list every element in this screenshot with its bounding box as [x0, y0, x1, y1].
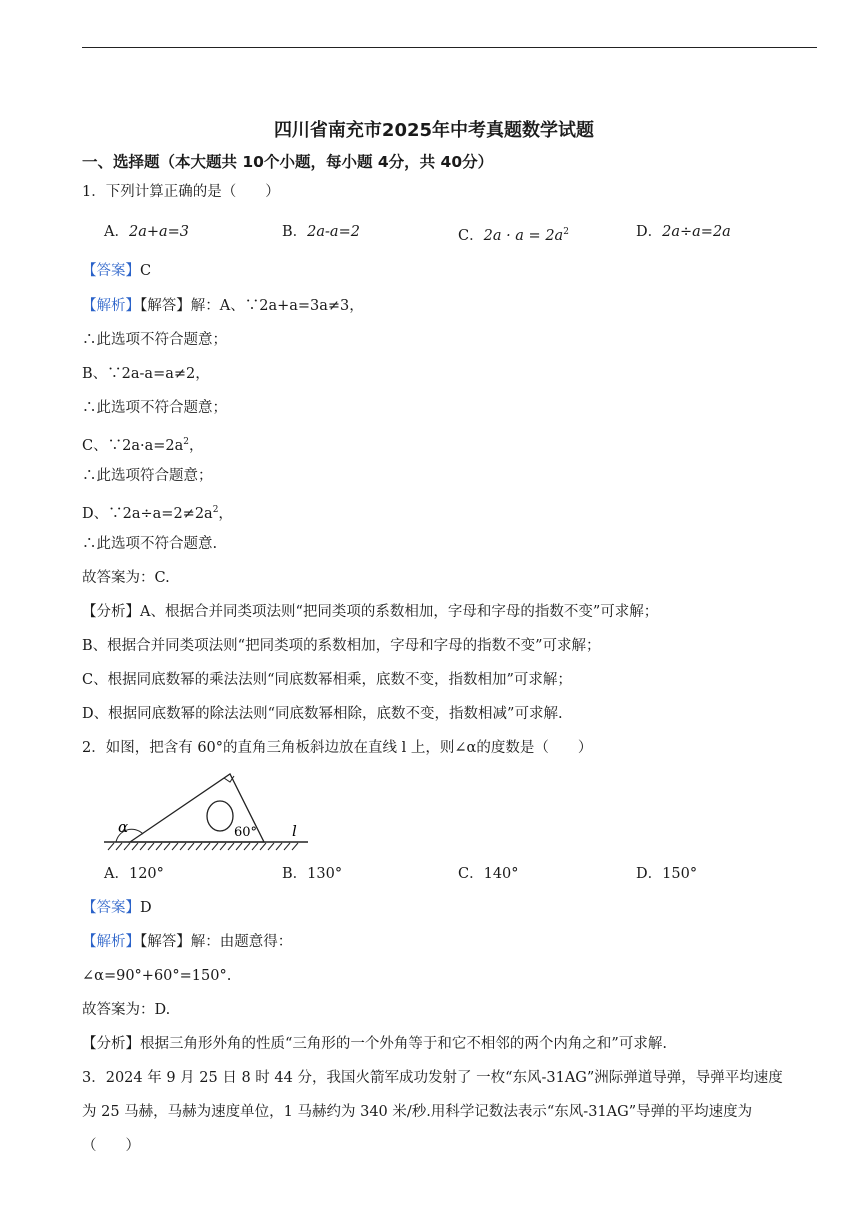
q2-option-b-label: B．	[282, 866, 308, 882]
q2-fenxi: 【分析】根据三角形外角的性质“三角形的一个外角等于和它不相邻的两个内角之和”可求解.	[82, 1036, 667, 1052]
q2-answer-value: D	[140, 900, 152, 916]
q1-fenxi-2: B、根据合并同类项法则“把同类项的系数相加，字母和字母的指数不变”可求解；	[82, 638, 601, 654]
q2-option-c	[458, 864, 519, 884]
q1-line-7: ∴此选项不符合题意.	[82, 536, 218, 552]
q2-option-a	[104, 864, 164, 884]
set-square-hole	[207, 801, 233, 831]
q2-option-d-text: 150°	[662, 866, 698, 882]
q1-option-a-text: 2a+a=3	[128, 224, 190, 240]
q2-stem: 2．如图，把含有 60°的直角三角板斜边放在直线 l 上，则∠α的度数是（ ）	[82, 740, 593, 756]
q1-option-b-text: 2a-a=2	[307, 224, 360, 240]
q1-line-4-tail: ，	[188, 438, 204, 454]
q1-line-3: ∴此选项不符合题意；	[82, 400, 227, 416]
q1-line-6-tail: ，	[218, 506, 233, 522]
q1-line-2: B、∵2a-a=a≠2，	[82, 366, 210, 382]
page-title: 四川省南充市2025年中考真题数学试题	[273, 120, 595, 141]
q2-option-c-text: 140°	[483, 866, 519, 882]
q2-analysis-tag: 【解析】	[82, 934, 140, 950]
alpha-label: α	[118, 818, 129, 836]
q1-option-b	[282, 222, 360, 242]
q2-option-c-label: C．	[458, 866, 484, 882]
q1-fenxi-1: 【分析】A、根据合并同类项法则“把同类项的系数相加，字母和字母的指数不变”可求解；	[82, 604, 659, 620]
q1-option-d-label: D．	[636, 224, 663, 240]
header-rule	[82, 47, 817, 48]
q1-option-c-text: 2a · a = 2a	[483, 228, 564, 244]
q2-analysis-head	[82, 932, 292, 952]
q3-stem-line-2: 为 25 马赫，马赫为速度单位，1 马赫约为 340 米/秒.用科学记数法表示“东风-31AG”导弹的平均速度为	[82, 1104, 753, 1120]
angle-60-label: 60°	[234, 825, 258, 840]
q1-line-4-text: C、∵2a·a=2a	[82, 438, 184, 454]
ground-hatching	[108, 843, 298, 850]
q1-option-b-label: B．	[282, 224, 308, 240]
q1-line-6	[82, 500, 233, 524]
q2-option-a-label: A．	[104, 866, 129, 882]
q3-stem-line-3: （ ）	[82, 1138, 140, 1154]
q1-stem: 1．下列计算正确的是（ ）	[82, 184, 280, 200]
q2-option-d	[636, 864, 697, 884]
q1-line-5: ∴此选项符合题意；	[82, 468, 213, 484]
q2-line-2: 故答案为：D.	[82, 1002, 171, 1018]
q1-line-4	[82, 432, 203, 456]
q1-option-c-label: C．	[458, 228, 484, 244]
q1-option-c	[458, 222, 569, 246]
q1-option-d-text: 2a÷a=2a	[662, 224, 731, 240]
q2-answer	[82, 898, 152, 918]
q3-stem-line-1: 3．2024 年 9 月 25 日 8 时 44 分，我国火箭军成功发射了 一枚“东风-31AG”洲际弹道导弹，导弹平均速度	[82, 1070, 783, 1086]
section-heading: 一、选择题（本大题共 10个小题，每小题 4分，共 40分）	[82, 153, 494, 171]
q1-fenxi-3: C、根据同底数幂的乘法法则“同底数幂相乘，底数不变，指数相加”可求解；	[82, 672, 572, 688]
q1-line-6-exponent: 2	[212, 505, 219, 515]
q1-line-8: 故答案为：C.	[82, 570, 170, 586]
q1-line-4-exponent: 2	[183, 437, 189, 447]
q1-option-c-exponent: 2	[563, 227, 569, 237]
q2-option-d-label: D．	[636, 866, 663, 882]
q2-option-a-text: 120°	[128, 866, 164, 882]
q1-fenxi-4: D、根据同底数幂的除法法则“同底数幂相除，底数不变，指数相减”可求解.	[82, 706, 563, 722]
q2-option-b-text: 130°	[307, 866, 343, 882]
q1-analysis-head	[82, 296, 364, 316]
line-l-label: l	[292, 822, 297, 840]
q1-line-1: ∴此选项不符合题意；	[82, 332, 227, 348]
q1-line-6-text: D、∵2a÷a=2≠2a	[82, 506, 213, 522]
q2-triangle-figure	[100, 768, 320, 854]
q2-line-1: ∠α=90°+60°=150°.	[82, 968, 232, 984]
q1-analysis-tag: 【解析】	[82, 298, 140, 314]
q1-option-a	[104, 222, 189, 242]
q1-option-d	[636, 222, 731, 242]
q1-answer-tag: 【答案】	[82, 263, 140, 279]
q2-option-b	[282, 864, 342, 884]
q2-analysis-text: 【解答】解：由题意得：	[140, 934, 293, 950]
q1-answer-value: C	[140, 263, 152, 279]
q2-answer-tag: 【答案】	[82, 900, 140, 916]
q1-analysis-text: 【解答】解：A、∵2a+a=3a≠3，	[140, 298, 364, 314]
q1-option-a-label: A．	[104, 224, 129, 240]
q1-answer	[82, 261, 151, 281]
